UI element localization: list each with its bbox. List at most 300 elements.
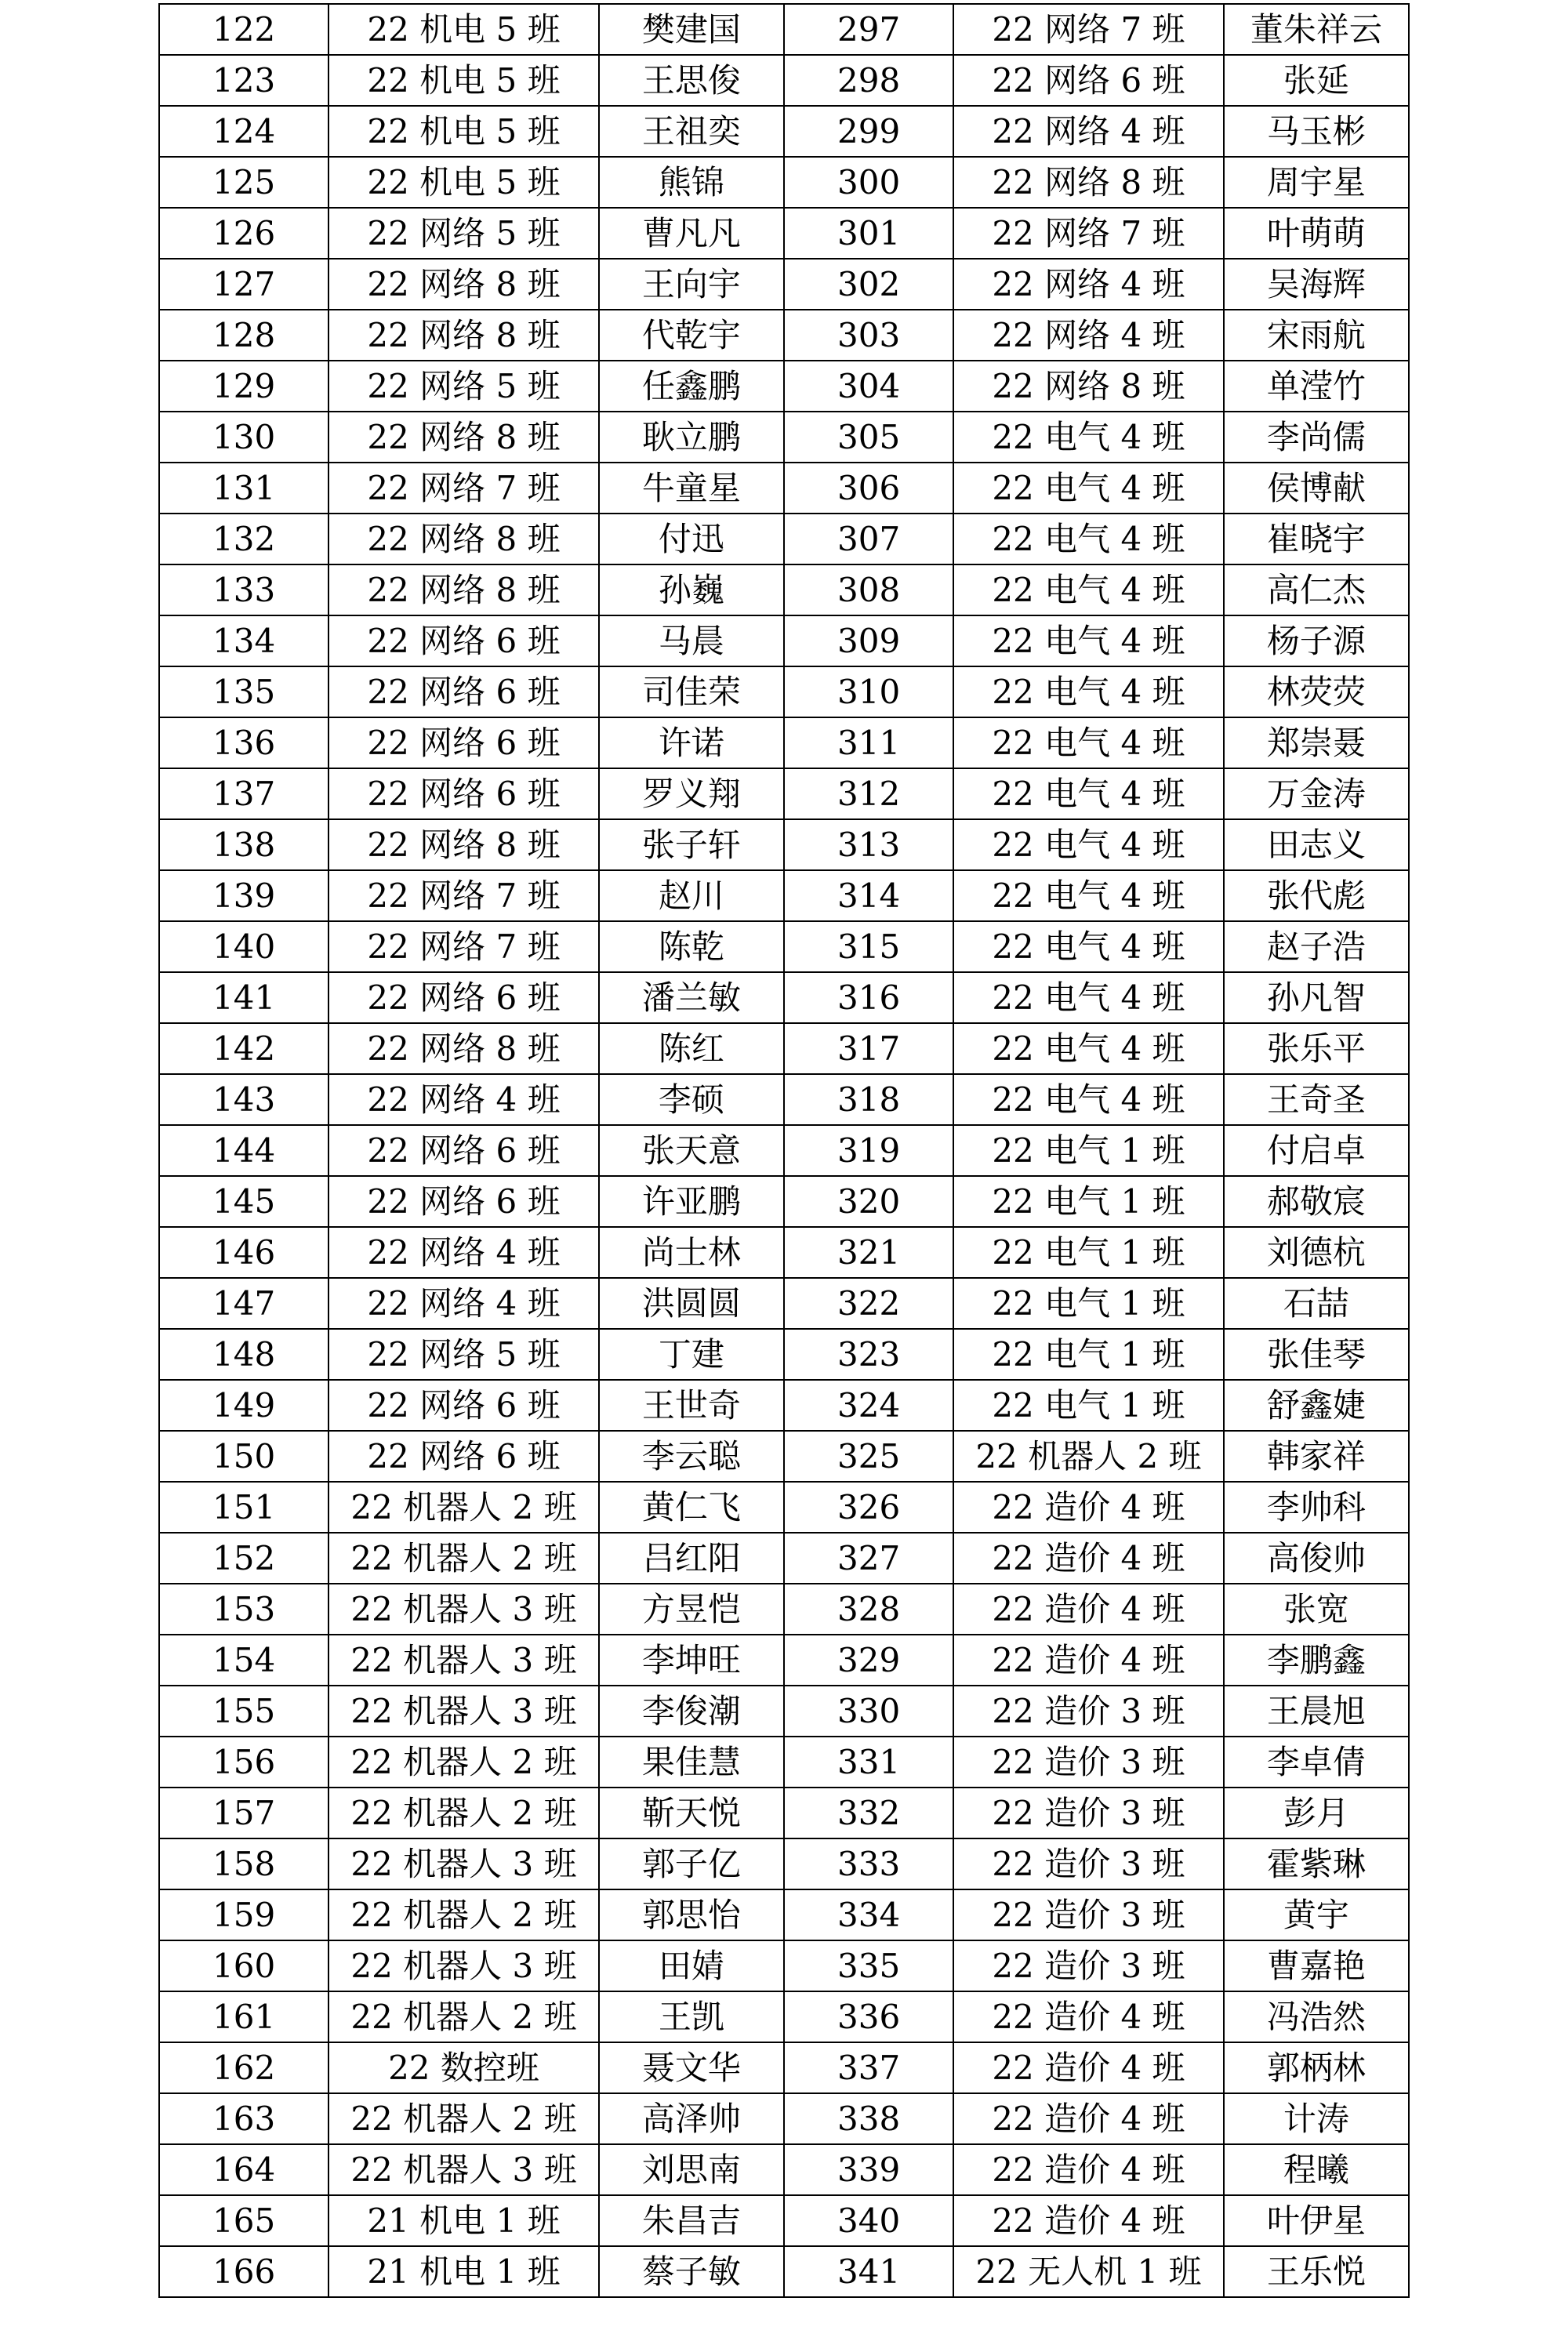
- seq-number-cell: 336: [784, 1991, 953, 2042]
- table-row: [159, 2093, 1409, 2144]
- class-cell: 22 机器人 3 班: [328, 1686, 598, 1737]
- seq-number-cell: 340: [784, 2195, 953, 2246]
- class-cell: 22 网络 8 班: [953, 157, 1223, 208]
- seq-number-cell: 145: [159, 1176, 328, 1227]
- seq-number-cell: 303: [784, 310, 953, 361]
- class-cell: 22 网络 6 班: [328, 1380, 598, 1431]
- table-row: [159, 4, 1409, 55]
- student-name-cell: 靳天悦: [599, 1788, 784, 1838]
- class-cell: 22 网络 5 班: [328, 208, 598, 259]
- class-cell: 22 网络 4 班: [953, 310, 1223, 361]
- class-cell: 22 电气 4 班: [953, 870, 1223, 921]
- class-cell: 22 机器人 3 班: [328, 2144, 598, 2195]
- seq-number-cell: 133: [159, 564, 328, 615]
- class-cell: 22 电气 4 班: [953, 615, 1223, 666]
- seq-number-cell: 320: [784, 1176, 953, 1227]
- student-name-cell: 吕红阳: [599, 1533, 784, 1584]
- class-cell: 22 机器人 3 班: [328, 1635, 598, 1686]
- class-cell: 22 造价 3 班: [953, 1940, 1223, 1991]
- student-name-cell: 王祖奕: [599, 106, 784, 157]
- student-name-cell: 吴海辉: [1224, 259, 1409, 310]
- class-cell: 22 网络 8 班: [328, 1023, 598, 1074]
- student-name-cell: 郭子亿: [599, 1838, 784, 1889]
- roster-table: [158, 3, 1410, 2298]
- seq-number-cell: 160: [159, 1940, 328, 1991]
- student-name-cell: 曹嘉艳: [1224, 1940, 1409, 1991]
- seq-number-cell: 152: [159, 1533, 328, 1584]
- table-row: [159, 106, 1409, 157]
- class-cell: 22 网络 6 班: [328, 768, 598, 819]
- student-name-cell: 付迅: [599, 514, 784, 564]
- seq-number-cell: 334: [784, 1889, 953, 1940]
- class-cell: 22 无人机 1 班: [953, 2246, 1223, 2297]
- seq-number-cell: 135: [159, 666, 328, 717]
- seq-number-cell: 148: [159, 1329, 328, 1380]
- student-name-cell: 司佳荣: [599, 666, 784, 717]
- seq-number-cell: 309: [784, 615, 953, 666]
- student-name-cell: 韩家祥: [1224, 1431, 1409, 1482]
- table-row: [159, 1737, 1409, 1788]
- class-cell: 22 造价 3 班: [953, 1737, 1223, 1788]
- seq-number-cell: 144: [159, 1125, 328, 1176]
- seq-number-cell: 151: [159, 1482, 328, 1533]
- table-row: [159, 1838, 1409, 1889]
- student-name-cell: 蔡子敏: [599, 2246, 784, 2297]
- table-row: [159, 564, 1409, 615]
- seq-number-cell: 327: [784, 1533, 953, 1584]
- student-name-cell: 叶萌萌: [1224, 208, 1409, 259]
- student-name-cell: 林荧荧: [1224, 666, 1409, 717]
- class-cell: 22 电气 4 班: [953, 514, 1223, 564]
- student-name-cell: 霍紫琳: [1224, 1838, 1409, 1889]
- seq-number-cell: 319: [784, 1125, 953, 1176]
- seq-number-cell: 130: [159, 412, 328, 463]
- class-cell: 22 网络 6 班: [953, 55, 1223, 106]
- seq-number-cell: 141: [159, 972, 328, 1023]
- student-name-cell: 舒鑫婕: [1224, 1380, 1409, 1431]
- class-cell: 22 网络 6 班: [328, 1125, 598, 1176]
- seq-number-cell: 313: [784, 819, 953, 870]
- seq-number-cell: 301: [784, 208, 953, 259]
- student-name-cell: 潘兰敏: [599, 972, 784, 1023]
- seq-number-cell: 134: [159, 615, 328, 666]
- table-row: [159, 310, 1409, 361]
- class-cell: 22 机电 5 班: [328, 4, 598, 55]
- student-name-cell: 王奇圣: [1224, 1074, 1409, 1125]
- seq-number-cell: 165: [159, 2195, 328, 2246]
- seq-number-cell: 330: [784, 1686, 953, 1737]
- seq-number-cell: 337: [784, 2042, 953, 2093]
- seq-number-cell: 156: [159, 1737, 328, 1788]
- class-cell: 22 电气 4 班: [953, 1023, 1223, 1074]
- class-cell: 22 机器人 2 班: [328, 1533, 598, 1584]
- student-name-cell: 程曦: [1224, 2144, 1409, 2195]
- seq-number-cell: 139: [159, 870, 328, 921]
- seq-number-cell: 306: [784, 463, 953, 514]
- class-cell: 22 机器人 2 班: [328, 1889, 598, 1940]
- seq-number-cell: 315: [784, 921, 953, 972]
- class-cell: 22 网络 7 班: [953, 208, 1223, 259]
- seq-number-cell: 308: [784, 564, 953, 615]
- student-name-cell: 张天意: [599, 1125, 784, 1176]
- class-cell: 22 机器人 3 班: [328, 1940, 598, 1991]
- seq-number-cell: 142: [159, 1023, 328, 1074]
- seq-number-cell: 311: [784, 717, 953, 768]
- table-row: [159, 1991, 1409, 2042]
- table-row: [159, 157, 1409, 208]
- seq-number-cell: 324: [784, 1380, 953, 1431]
- seq-number-cell: 127: [159, 259, 328, 310]
- class-cell: 22 电气 1 班: [953, 1176, 1223, 1227]
- class-cell: 22 网络 8 班: [328, 819, 598, 870]
- seq-number-cell: 137: [159, 768, 328, 819]
- student-name-cell: 郭思怡: [599, 1889, 784, 1940]
- class-cell: 22 造价 4 班: [953, 2093, 1223, 2144]
- class-cell: 22 造价 3 班: [953, 1889, 1223, 1940]
- class-cell: 22 网络 8 班: [328, 412, 598, 463]
- seq-number-cell: 146: [159, 1227, 328, 1278]
- class-cell: 22 网络 4 班: [328, 1227, 598, 1278]
- table-row: [159, 2246, 1409, 2297]
- student-name-cell: 郑崇聂: [1224, 717, 1409, 768]
- class-cell: 22 机器人 2 班: [328, 1788, 598, 1838]
- seq-number-cell: 307: [784, 514, 953, 564]
- class-cell: 22 机器人 3 班: [328, 1838, 598, 1889]
- table-row: [159, 1889, 1409, 1940]
- seq-number-cell: 335: [784, 1940, 953, 1991]
- class-cell: 22 造价 3 班: [953, 1838, 1223, 1889]
- class-cell: 22 网络 6 班: [328, 717, 598, 768]
- student-name-cell: 张代彪: [1224, 870, 1409, 921]
- seq-number-cell: 166: [159, 2246, 328, 2297]
- seq-number-cell: 300: [784, 157, 953, 208]
- class-cell: 22 机电 5 班: [328, 106, 598, 157]
- table-row: [159, 361, 1409, 412]
- student-name-cell: 赵川: [599, 870, 784, 921]
- table-row: [159, 870, 1409, 921]
- seq-number-cell: 302: [784, 259, 953, 310]
- table-row: [159, 259, 1409, 310]
- student-name-cell: 孙巍: [599, 564, 784, 615]
- seq-number-cell: 304: [784, 361, 953, 412]
- seq-number-cell: 124: [159, 106, 328, 157]
- student-name-cell: 李俊潮: [599, 1686, 784, 1737]
- student-name-cell: 陈乾: [599, 921, 784, 972]
- class-cell: 22 机器人 2 班: [953, 1431, 1223, 1482]
- seq-number-cell: 122: [159, 4, 328, 55]
- table-row: [159, 1125, 1409, 1176]
- student-name-cell: 李硕: [599, 1074, 784, 1125]
- table-row: [159, 972, 1409, 1023]
- seq-number-cell: 162: [159, 2042, 328, 2093]
- class-cell: 22 电气 4 班: [953, 819, 1223, 870]
- seq-number-cell: 329: [784, 1635, 953, 1686]
- class-cell: 22 网络 7 班: [328, 870, 598, 921]
- student-name-cell: 马玉彬: [1224, 106, 1409, 157]
- seq-number-cell: 325: [784, 1431, 953, 1482]
- student-name-cell: 张子轩: [599, 819, 784, 870]
- seq-number-cell: 328: [784, 1584, 953, 1635]
- student-name-cell: 樊建国: [599, 4, 784, 55]
- student-name-cell: 宋雨航: [1224, 310, 1409, 361]
- table-row: [159, 1074, 1409, 1125]
- class-cell: 22 网络 4 班: [328, 1278, 598, 1329]
- seq-number-cell: 154: [159, 1635, 328, 1686]
- student-name-cell: 刘思南: [599, 2144, 784, 2195]
- student-name-cell: 曹凡凡: [599, 208, 784, 259]
- student-name-cell: 许诺: [599, 717, 784, 768]
- seq-number-cell: 326: [784, 1482, 953, 1533]
- class-cell: 22 网络 6 班: [328, 1176, 598, 1227]
- student-name-cell: 王思俊: [599, 55, 784, 106]
- student-name-cell: 单滢竹: [1224, 361, 1409, 412]
- class-cell: 22 造价 4 班: [953, 1635, 1223, 1686]
- student-name-cell: 罗义翔: [599, 768, 784, 819]
- table-row: [159, 1329, 1409, 1380]
- student-name-cell: 耿立鹏: [599, 412, 784, 463]
- student-name-cell: 王世奇: [599, 1380, 784, 1431]
- class-cell: 22 网络 6 班: [328, 972, 598, 1023]
- student-name-cell: 张乐平: [1224, 1023, 1409, 1074]
- class-cell: 22 电气 4 班: [953, 921, 1223, 972]
- table-row: [159, 2144, 1409, 2195]
- seq-number-cell: 143: [159, 1074, 328, 1125]
- student-name-cell: 田婧: [599, 1940, 784, 1991]
- class-cell: 22 机器人 2 班: [328, 1737, 598, 1788]
- class-cell: 22 网络 4 班: [328, 1074, 598, 1125]
- class-cell: 22 电气 1 班: [953, 1278, 1223, 1329]
- student-name-cell: 田志义: [1224, 819, 1409, 870]
- seq-number-cell: 155: [159, 1686, 328, 1737]
- table-row: [159, 1278, 1409, 1329]
- seq-number-cell: 126: [159, 208, 328, 259]
- class-cell: 22 造价 4 班: [953, 1482, 1223, 1533]
- student-name-cell: 高仁杰: [1224, 564, 1409, 615]
- class-cell: 22 网络 4 班: [953, 106, 1223, 157]
- student-name-cell: 孙凡智: [1224, 972, 1409, 1023]
- student-name-cell: 王向宇: [599, 259, 784, 310]
- seq-number-cell: 153: [159, 1584, 328, 1635]
- student-name-cell: 代乾宇: [599, 310, 784, 361]
- student-name-cell: 万金涛: [1224, 768, 1409, 819]
- class-cell: 22 机器人 2 班: [328, 2093, 598, 2144]
- table-row: [159, 1227, 1409, 1278]
- table-row: [159, 55, 1409, 106]
- class-cell: 22 机器人 2 班: [328, 1482, 598, 1533]
- class-cell: 22 电气 4 班: [953, 717, 1223, 768]
- seq-number-cell: 305: [784, 412, 953, 463]
- seq-number-cell: 339: [784, 2144, 953, 2195]
- seq-number-cell: 321: [784, 1227, 953, 1278]
- student-name-cell: 李鹏鑫: [1224, 1635, 1409, 1686]
- seq-number-cell: 298: [784, 55, 953, 106]
- class-cell: 22 造价 3 班: [953, 1788, 1223, 1838]
- table-row: [159, 666, 1409, 717]
- student-name-cell: 张佳琴: [1224, 1329, 1409, 1380]
- seq-number-cell: 314: [784, 870, 953, 921]
- class-cell: 21 机电 1 班: [328, 2195, 598, 2246]
- class-cell: 22 网络 7 班: [953, 4, 1223, 55]
- student-name-cell: 张宽: [1224, 1584, 1409, 1635]
- student-name-cell: 李卓倩: [1224, 1737, 1409, 1788]
- class-cell: 22 网络 8 班: [953, 361, 1223, 412]
- student-name-cell: 陈红: [599, 1023, 784, 1074]
- student-name-cell: 计涛: [1224, 2093, 1409, 2144]
- class-cell: 22 数控班: [328, 2042, 598, 2093]
- student-name-cell: 王凯: [599, 1991, 784, 2042]
- student-name-cell: 任鑫鹏: [599, 361, 784, 412]
- class-cell: 22 网络 8 班: [328, 514, 598, 564]
- student-name-cell: 聂文华: [599, 2042, 784, 2093]
- seq-number-cell: 297: [784, 4, 953, 55]
- student-name-cell: 郭柄林: [1224, 2042, 1409, 2093]
- student-name-cell: 董朱祥云: [1224, 4, 1409, 55]
- table-row: [159, 615, 1409, 666]
- seq-number-cell: 149: [159, 1380, 328, 1431]
- seq-number-cell: 147: [159, 1278, 328, 1329]
- seq-number-cell: 158: [159, 1838, 328, 1889]
- class-cell: 21 机电 1 班: [328, 2246, 598, 2297]
- student-name-cell: 张延: [1224, 55, 1409, 106]
- class-cell: 22 造价 4 班: [953, 1533, 1223, 1584]
- seq-number-cell: 136: [159, 717, 328, 768]
- seq-number-cell: 161: [159, 1991, 328, 2042]
- class-cell: 22 造价 4 班: [953, 1991, 1223, 2042]
- class-cell: 22 电气 4 班: [953, 768, 1223, 819]
- student-name-cell: 许亚鹏: [599, 1176, 784, 1227]
- seq-number-cell: 332: [784, 1788, 953, 1838]
- table-row: [159, 514, 1409, 564]
- student-name-cell: 杨子源: [1224, 615, 1409, 666]
- table-row: [159, 208, 1409, 259]
- seq-number-cell: 164: [159, 2144, 328, 2195]
- class-cell: 22 造价 4 班: [953, 2042, 1223, 2093]
- class-cell: 22 机电 5 班: [328, 157, 598, 208]
- class-cell: 22 网络 7 班: [328, 463, 598, 514]
- table-row: [159, 1584, 1409, 1635]
- seq-number-cell: 333: [784, 1838, 953, 1889]
- class-cell: 22 网络 6 班: [328, 666, 598, 717]
- student-name-cell: 李帅科: [1224, 1482, 1409, 1533]
- class-cell: 22 电气 4 班: [953, 666, 1223, 717]
- class-cell: 22 电气 4 班: [953, 972, 1223, 1023]
- student-name-cell: 果佳慧: [599, 1737, 784, 1788]
- seq-number-cell: 317: [784, 1023, 953, 1074]
- seq-number-cell: 163: [159, 2093, 328, 2144]
- class-cell: 22 造价 4 班: [953, 2144, 1223, 2195]
- student-name-cell: 黄宇: [1224, 1889, 1409, 1940]
- student-name-cell: 付启卓: [1224, 1125, 1409, 1176]
- class-cell: 22 机电 5 班: [328, 55, 598, 106]
- seq-number-cell: 331: [784, 1737, 953, 1788]
- table-row: [159, 1686, 1409, 1737]
- class-cell: 22 电气 1 班: [953, 1329, 1223, 1380]
- seq-number-cell: 131: [159, 463, 328, 514]
- student-name-cell: 王乐悦: [1224, 2246, 1409, 2297]
- table-row: [159, 921, 1409, 972]
- table-row: [159, 1431, 1409, 1482]
- student-name-cell: 侯博献: [1224, 463, 1409, 514]
- student-name-cell: 黄仁飞: [599, 1482, 784, 1533]
- seq-number-cell: 140: [159, 921, 328, 972]
- seq-number-cell: 138: [159, 819, 328, 870]
- class-cell: 22 造价 4 班: [953, 2195, 1223, 2246]
- table-row: [159, 1482, 1409, 1533]
- class-cell: 22 网络 6 班: [328, 615, 598, 666]
- student-name-cell: 熊锦: [599, 157, 784, 208]
- seq-number-cell: 341: [784, 2246, 953, 2297]
- class-cell: 22 电气 1 班: [953, 1227, 1223, 1278]
- seq-number-cell: 150: [159, 1431, 328, 1482]
- seq-number-cell: 310: [784, 666, 953, 717]
- student-name-cell: 李尚儒: [1224, 412, 1409, 463]
- student-name-cell: 洪圆圆: [599, 1278, 784, 1329]
- seq-number-cell: 299: [784, 106, 953, 157]
- student-name-cell: 高俊帅: [1224, 1533, 1409, 1584]
- student-name-cell: 牛童星: [599, 463, 784, 514]
- class-cell: 22 网络 5 班: [328, 361, 598, 412]
- class-cell: 22 电气 4 班: [953, 463, 1223, 514]
- seq-number-cell: 132: [159, 514, 328, 564]
- seq-number-cell: 322: [784, 1278, 953, 1329]
- seq-number-cell: 157: [159, 1788, 328, 1838]
- student-name-cell: 周宇星: [1224, 157, 1409, 208]
- class-cell: 22 机器人 2 班: [328, 1991, 598, 2042]
- student-name-cell: 崔晓宇: [1224, 514, 1409, 564]
- seq-number-cell: 316: [784, 972, 953, 1023]
- student-name-cell: 朱昌吉: [599, 2195, 784, 2246]
- class-cell: 22 网络 5 班: [328, 1329, 598, 1380]
- table-row: [159, 1788, 1409, 1838]
- class-cell: 22 电气 4 班: [953, 564, 1223, 615]
- class-cell: 22 电气 4 班: [953, 412, 1223, 463]
- table-row: [159, 717, 1409, 768]
- table-row: [159, 819, 1409, 870]
- class-cell: 22 造价 3 班: [953, 1686, 1223, 1737]
- class-cell: 22 网络 8 班: [328, 310, 598, 361]
- seq-number-cell: 318: [784, 1074, 953, 1125]
- class-cell: 22 电气 1 班: [953, 1125, 1223, 1176]
- class-cell: 22 网络 6 班: [328, 1431, 598, 1482]
- class-cell: 22 网络 8 班: [328, 564, 598, 615]
- class-cell: 22 电气 4 班: [953, 1074, 1223, 1125]
- student-name-cell: 叶伊星: [1224, 2195, 1409, 2246]
- class-cell: 22 网络 4 班: [953, 259, 1223, 310]
- student-name-cell: 彭月: [1224, 1788, 1409, 1838]
- seq-number-cell: 125: [159, 157, 328, 208]
- student-name-cell: 马晨: [599, 615, 784, 666]
- student-name-cell: 冯浩然: [1224, 1991, 1409, 2042]
- table-row: [159, 1176, 1409, 1227]
- table-row: [159, 463, 1409, 514]
- student-name-cell: 李云聪: [599, 1431, 784, 1482]
- table-row: [159, 2042, 1409, 2093]
- seq-number-cell: 323: [784, 1329, 953, 1380]
- class-cell: 22 电气 1 班: [953, 1380, 1223, 1431]
- student-name-cell: 方昱恺: [599, 1584, 784, 1635]
- class-cell: 22 机器人 3 班: [328, 1584, 598, 1635]
- student-name-cell: 高泽帅: [599, 2093, 784, 2144]
- student-name-cell: 赵子浩: [1224, 921, 1409, 972]
- class-cell: 22 造价 4 班: [953, 1584, 1223, 1635]
- student-name-cell: 尚士林: [599, 1227, 784, 1278]
- student-name-cell: 王晨旭: [1224, 1686, 1409, 1737]
- student-name-cell: 郝敬宸: [1224, 1176, 1409, 1227]
- student-name-cell: 石喆: [1224, 1278, 1409, 1329]
- class-cell: 22 网络 7 班: [328, 921, 598, 972]
- roster-body: [159, 4, 1409, 2297]
- class-cell: 22 网络 8 班: [328, 259, 598, 310]
